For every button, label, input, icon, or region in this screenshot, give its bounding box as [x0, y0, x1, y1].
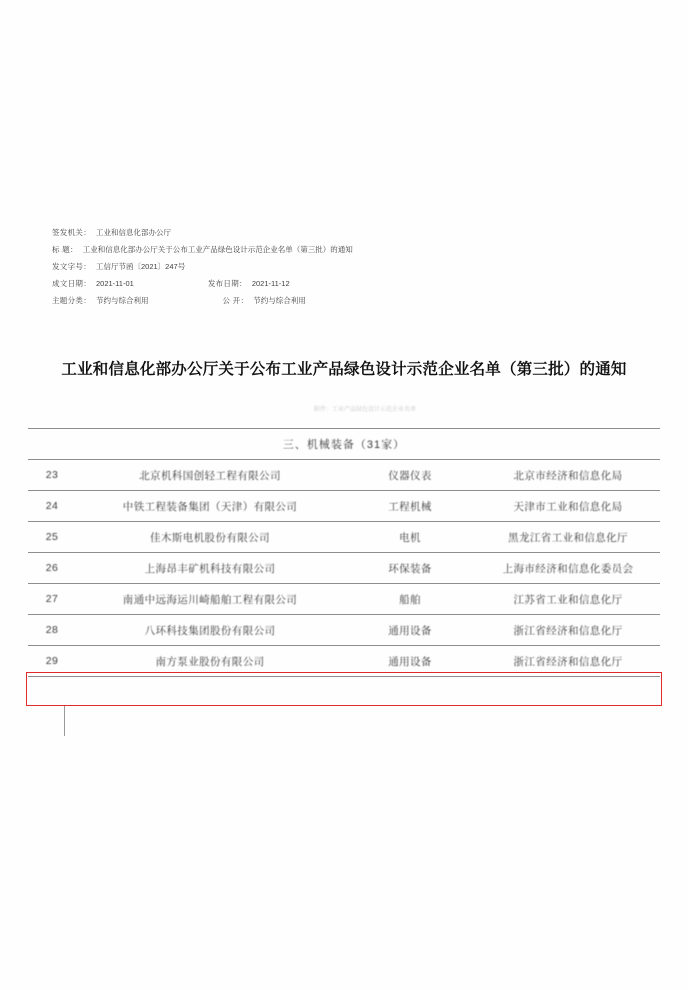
metadata-label-secondary: 公 开： [222, 296, 249, 305]
metadata-label: 成文日期： [52, 279, 91, 288]
metadata-label: 发文字号： [52, 262, 91, 271]
row-company: 上海昂丰矿机科技有限公司 [76, 553, 344, 584]
row-category: 电机 [344, 522, 476, 553]
row-organization: 浙江省经济和信息化厅 [476, 615, 660, 646]
row-category: 船舶 [344, 584, 476, 615]
row-number: 28 [28, 615, 76, 646]
row-number: 26 [28, 553, 76, 584]
row-number: 27 [28, 584, 76, 615]
metadata-value-secondary: 2021-11-12 [251, 279, 290, 288]
table-section-header [28, 429, 660, 460]
table-row [28, 460, 660, 491]
row-number: 25 [28, 522, 76, 553]
page-title: 工业和信息化部办公厅关于公布工业产品绿色设计示范企业名单（第三批）的通知 [61, 361, 627, 378]
metadata-row-title [52, 245, 642, 255]
metadata-row-subject [52, 296, 642, 306]
row-organization: 北京市经济和信息化局 [476, 460, 660, 491]
row-company: 中铁工程装备集团（天津）有限公司 [76, 491, 344, 522]
red-highlight-box [26, 672, 662, 706]
row-number: 24 [28, 491, 76, 522]
row-category: 通用设备 [344, 646, 476, 677]
row-company: 南方泵业股份有限公司 [76, 646, 344, 677]
row-company: 八环科技集团股份有限公司 [76, 615, 344, 646]
section-header-cell: 三、机械装备（31家） [28, 429, 660, 460]
row-company: 南通中远海运川崎船舶工程有限公司 [76, 584, 344, 615]
metadata-label: 主题分类： [52, 296, 91, 305]
metadata-row-issuer [52, 228, 642, 238]
table-row-highlighted [28, 646, 660, 677]
metadata-value: 节约与综合利用 [96, 296, 149, 305]
metadata-row-dates [52, 279, 642, 289]
row-number: 29 [28, 646, 76, 677]
table-row [28, 553, 660, 584]
table-row [28, 522, 660, 553]
row-category: 工程机械 [344, 491, 476, 522]
metadata-value: 2021-11-01 [96, 279, 134, 288]
metadata-value: 工信厅节函〔2021〕247号 [96, 262, 186, 271]
metadata-value: 工业和信息化部办公厅关于公布工业产品绿色设计示范企业名单（第三批）的通知 [82, 245, 353, 254]
document-metadata [52, 228, 642, 313]
row-organization: 浙江省经济和信息化厅 [476, 646, 660, 677]
enterprise-list-table [28, 428, 660, 677]
annotation-tick [64, 706, 65, 736]
row-organization: 江苏省工业和信息化厅 [476, 584, 660, 615]
row-category: 仪器仪表 [344, 460, 476, 491]
metadata-value: 工业和信息化部办公厅 [96, 228, 171, 237]
metadata-label: 签发机关： [52, 228, 91, 237]
table-row [28, 584, 660, 615]
row-organization: 上海市经济和信息化委员会 [476, 553, 660, 584]
row-company: 佳木斯电机股份有限公司 [76, 522, 344, 553]
attachment-note: 附件：工业产品绿色设计示范企业名单 [313, 407, 416, 413]
metadata-row-docnumber [52, 262, 642, 272]
row-organization: 天津市工业和信息化局 [476, 491, 660, 522]
row-category: 通用设备 [344, 615, 476, 646]
table-row [28, 615, 660, 646]
row-organization: 黑龙江省工业和信息化厅 [476, 522, 660, 553]
row-number: 23 [28, 460, 76, 491]
metadata-label: 标 题： [52, 245, 78, 254]
metadata-value-secondary: 节约与综合利用 [253, 296, 306, 305]
metadata-label-secondary: 发布日期： [207, 279, 247, 288]
row-company: 北京机科国创轻工程有限公司 [76, 460, 344, 491]
table-row [28, 491, 660, 522]
row-category: 环保装备 [344, 553, 476, 584]
